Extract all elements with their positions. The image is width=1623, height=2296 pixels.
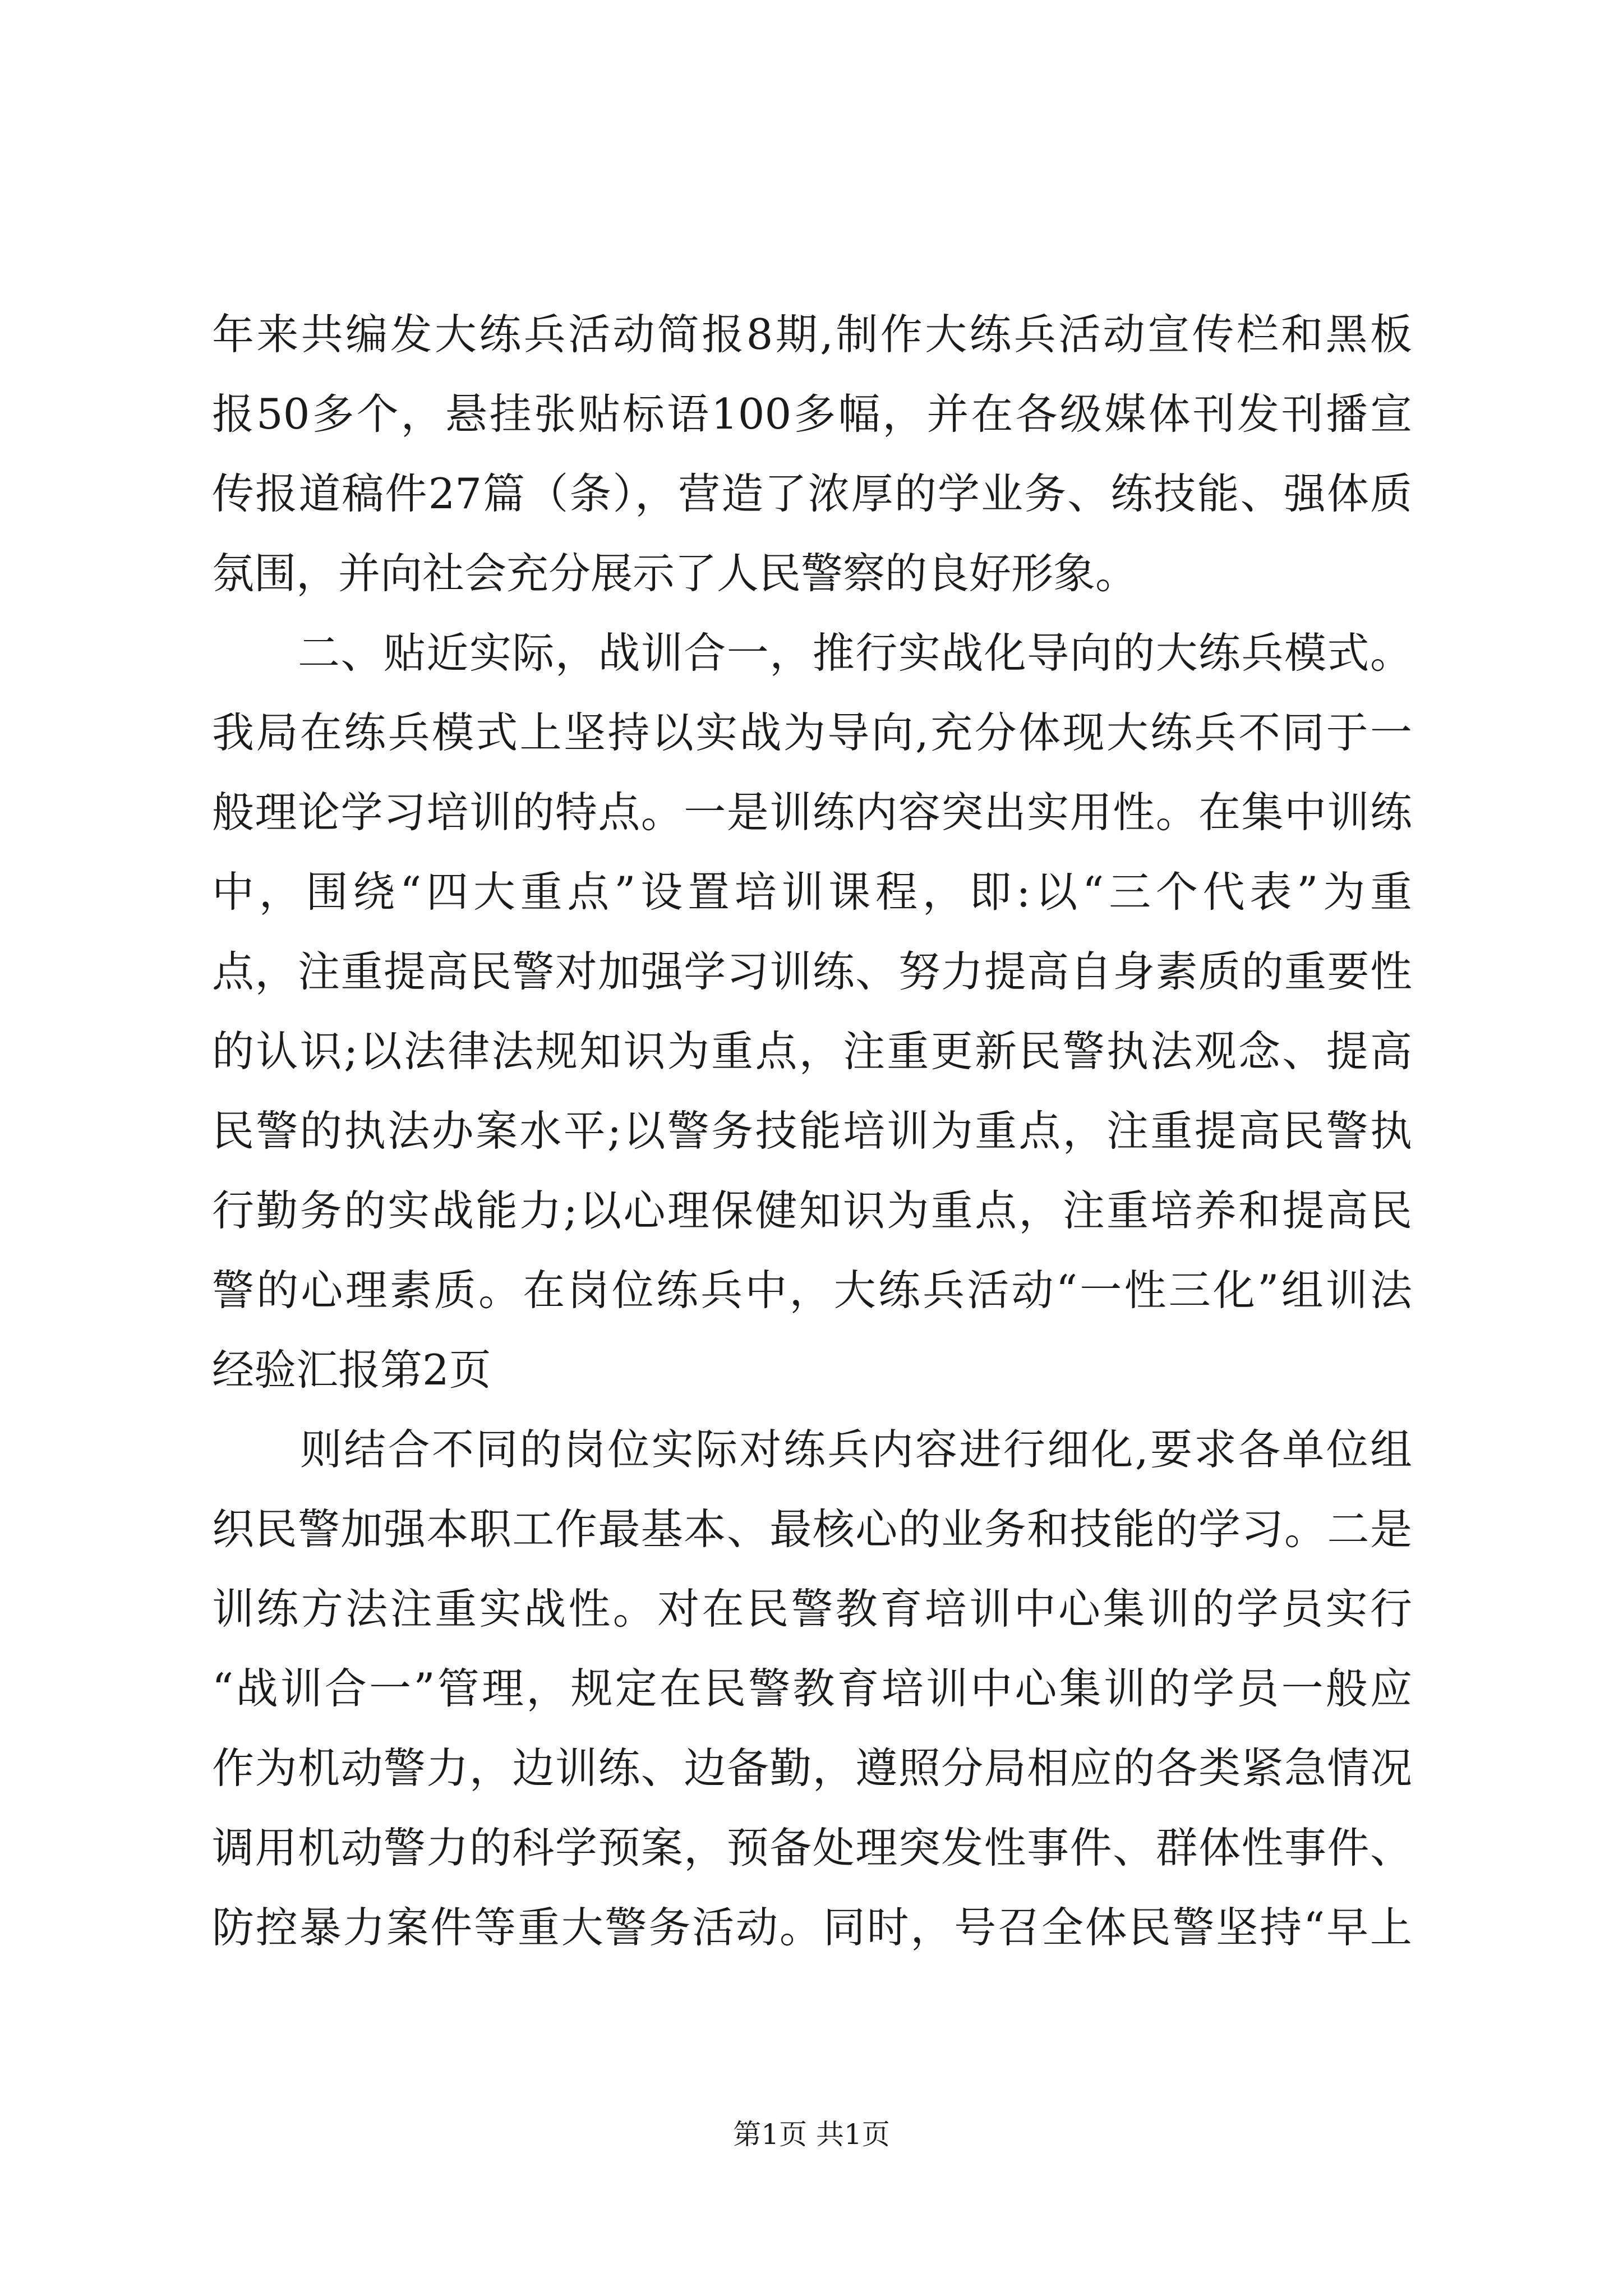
- document-body: [212, 295, 1412, 1967]
- text-line: 民警的执法办案水平;以警务技能培训为重点，注重提高民警执: [212, 1106, 1412, 1156]
- text-line: 防控暴力案件等重大警务活动。同时，号召全体民警坚持“早上: [212, 1903, 1412, 1952]
- text-line: 经验汇报第2页: [212, 1345, 491, 1395]
- text-line: 行勤务的实战能力;以心理保健知识为重点，注重培养和提高民: [212, 1186, 1412, 1235]
- page-footer: 第1页 共1页: [733, 2118, 890, 2151]
- text-line: 我局在练兵模式上坚持以实战为导向,充分体现大练兵不同于一: [212, 708, 1412, 757]
- text-line: 调用机动警力的科学预案，预备处理突发性事件、群体性事件、: [212, 1823, 1412, 1872]
- text-line: 氛围，并向社会充分展示了人民警察的良好形象。: [212, 549, 1138, 598]
- text-line: 点，注重提高民警对加强学习训练、努力提高自身素质的重要性: [212, 947, 1412, 996]
- section-heading-line: 二、贴近实际，战训合一，推行实战化导向的大练兵模式。: [212, 628, 1412, 678]
- text-line: 训练方法注重实战性。对在民警教育培训中心集训的学员实行: [212, 1584, 1412, 1634]
- text-line: 中，围绕“四大重点”设置培训课程，即:以“三个代表”为重: [212, 867, 1412, 917]
- text-line: 般理论学习培训的特点。一是训练内容突出实用性。在集中训练: [212, 788, 1412, 837]
- text-line: 则结合不同的岗位实际对练兵内容进行细化,要求各单位组: [212, 1425, 1412, 1474]
- text-line: 报50多个，悬挂张贴标语100多幅，并在各级媒体刊发刊播宣: [212, 389, 1412, 439]
- text-line: 作为机动警力，边训练、边备勤，遵照分局相应的各类紧急情况: [212, 1743, 1412, 1793]
- text-line: 的认识;以法律法规知识为重点，注重更新民警执法观念、提高: [212, 1027, 1412, 1076]
- text-line: 传报道稿件27篇（条），营造了浓厚的学业务、练技能、强体质: [212, 469, 1412, 518]
- text-line: “战训合一”管理，规定在民警教育培训中心集训的学员一般应: [212, 1664, 1412, 1713]
- text-line: 年来共编发大练兵活动简报8期,制作大练兵活动宣传栏和黑板: [212, 310, 1412, 359]
- text-line: 织民警加强本职工作最基本、最核心的业务和技能的学习。二是: [212, 1504, 1412, 1554]
- text-line: 警的心理素质。在岗位练兵中，大练兵活动“一性三化”组训法: [212, 1266, 1412, 1315]
